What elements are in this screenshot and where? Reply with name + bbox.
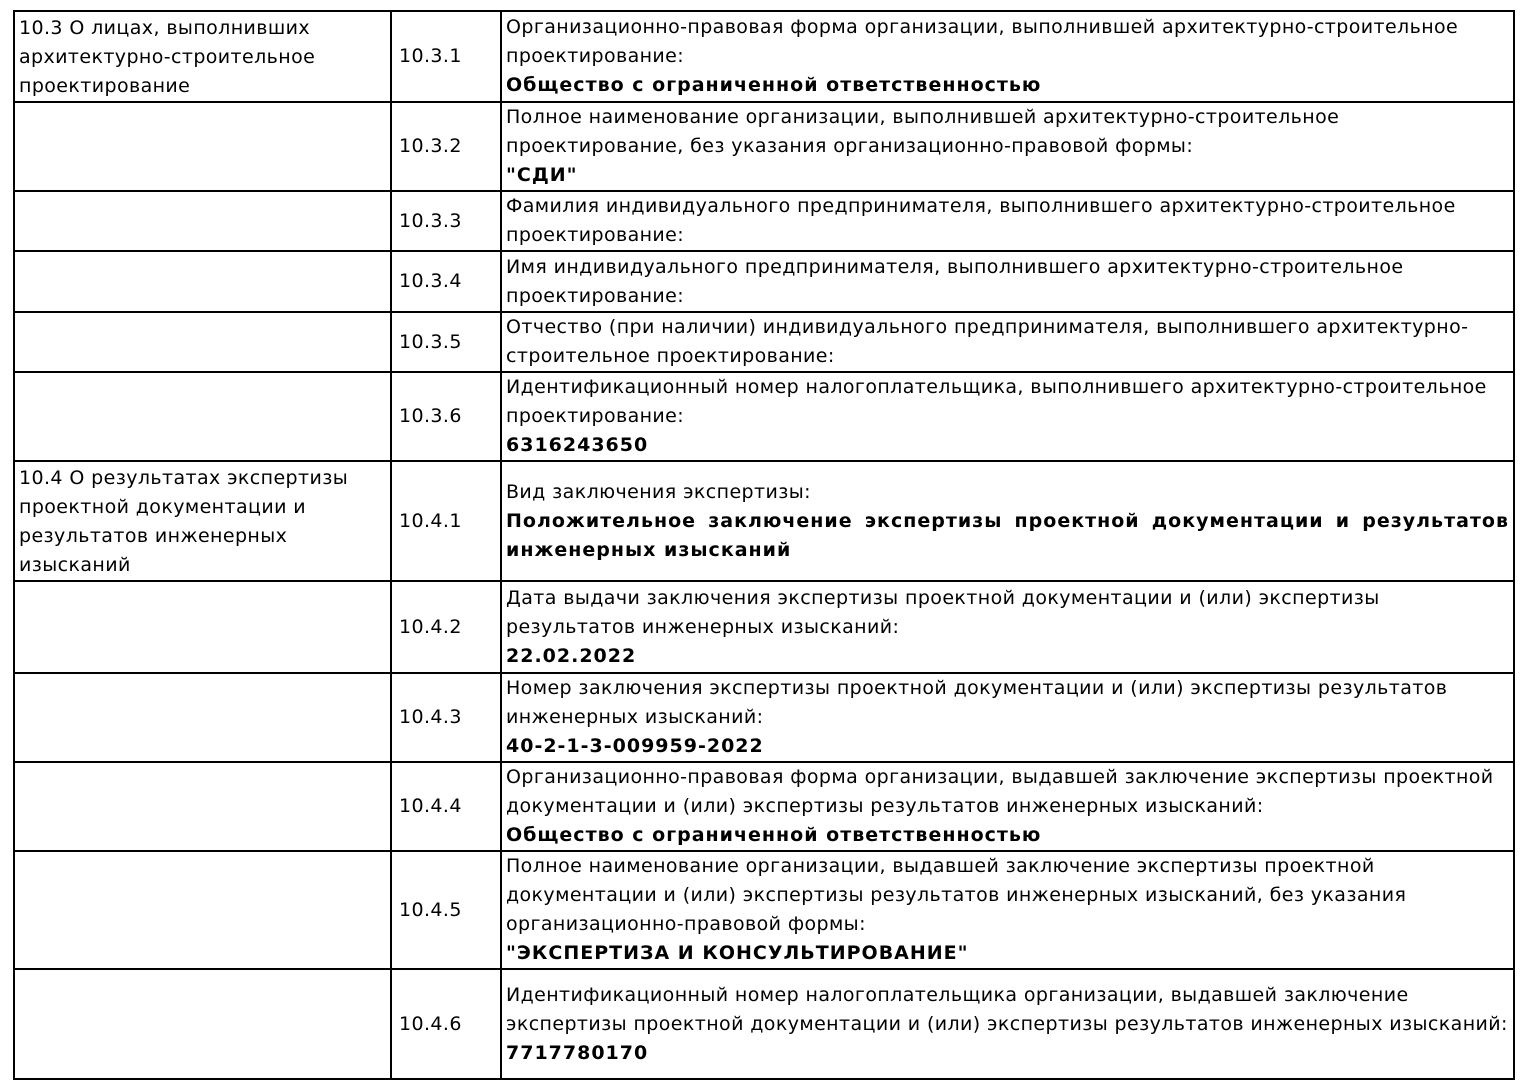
item-number-cell: 10.3.1 bbox=[391, 11, 501, 102]
item-number-cell: 10.4.1 bbox=[391, 461, 501, 581]
section-title-cell bbox=[14, 673, 391, 762]
table-row bbox=[14, 251, 1514, 312]
field-label: Идентификационный номер налогоплательщика, выполнившего архитектурно-строительное проектирование: bbox=[506, 376, 1487, 427]
declaration-table bbox=[13, 10, 1515, 1080]
field-label: Отчество (при наличии) индивидуального предпринимателя, выполнившего архитектурно-строительное проектирование: bbox=[506, 316, 1469, 367]
field-label: Полное наименование организации, выдавшей заключение экспертизы проектной документации и (или) экспертизы результатов инженерных изысканий, без указания организационно-правовой формы: bbox=[506, 855, 1407, 935]
table-row bbox=[14, 851, 1514, 969]
field-value: "СДИ" bbox=[506, 164, 578, 186]
item-number-cell: 10.3.2 bbox=[391, 102, 501, 191]
item-number-cell: 10.3.5 bbox=[391, 312, 501, 372]
field-cell bbox=[501, 851, 1514, 969]
table-row bbox=[14, 461, 1514, 581]
field-label: Номер заключения экспертизы проектной документации и (или) экспертизы результатов инженерных изысканий: bbox=[506, 677, 1448, 728]
field-value: Общество с ограниченной ответственностью bbox=[506, 74, 1042, 96]
item-number-cell: 10.3.6 bbox=[391, 372, 501, 461]
section-title-cell bbox=[14, 251, 391, 312]
section-title-cell: 10.3 О лицах, выполнивших архитектурно-строительное проектирование bbox=[14, 11, 391, 102]
section-title-cell bbox=[14, 581, 391, 673]
field-label: Идентификационный номер налогоплательщика организации, выдавшей заключение экспертизы проектной документации и (или) экспертизы результатов инженерных изысканий: bbox=[506, 983, 1508, 1035]
section-title-cell bbox=[14, 372, 391, 461]
field-cell bbox=[501, 191, 1514, 251]
section-title-cell bbox=[14, 102, 391, 191]
field-cell bbox=[501, 372, 1514, 461]
field-cell bbox=[501, 673, 1514, 762]
table-row bbox=[14, 11, 1514, 102]
field-label: Дата выдачи заключения экспертизы проектной документации и (или) экспертизы результатов инженерных изысканий: bbox=[506, 586, 1380, 638]
section-title-cell bbox=[14, 851, 391, 969]
table-row bbox=[14, 673, 1514, 762]
field-value: 40-2-1-3-009959-2022 bbox=[506, 735, 764, 757]
table-row bbox=[14, 191, 1514, 251]
item-number-cell: 10.3.3 bbox=[391, 191, 501, 251]
field-cell bbox=[501, 762, 1514, 851]
item-number-cell: 10.4.4 bbox=[391, 762, 501, 851]
field-cell bbox=[501, 102, 1514, 191]
field-cell bbox=[501, 581, 1514, 673]
section-title-cell bbox=[14, 312, 391, 372]
section-title-cell bbox=[14, 191, 391, 251]
item-number-cell: 10.4.5 bbox=[391, 851, 501, 969]
field-cell bbox=[501, 969, 1514, 1079]
section-title-cell: 10.4 О результатах экспертизы проектной документации и результатов инженерных изысканий bbox=[14, 461, 391, 581]
item-number-cell: 10.4.2 bbox=[391, 581, 501, 673]
field-value: 22.02.2022 bbox=[506, 644, 637, 667]
field-value: Общество с ограниченной ответственностью bbox=[506, 824, 1042, 846]
item-number-cell: 10.4.6 bbox=[391, 969, 501, 1079]
table-row bbox=[14, 312, 1514, 372]
item-number-cell: 10.3.4 bbox=[391, 251, 501, 312]
field-value: "ЭКСПЕРТИЗА И КОНСУЛЬТИРОВАНИЕ" bbox=[506, 942, 969, 964]
table-row bbox=[14, 372, 1514, 461]
field-value: 7717780170 bbox=[506, 1041, 649, 1064]
field-label: Имя индивидуального предпринимателя, выполнившего архитектурно-строительное проектирование: bbox=[506, 255, 1404, 307]
field-label: Полное наименование организации, выполнившей архитектурно-строительное проектирование, без указания организационно-правовой формы: bbox=[506, 106, 1340, 157]
field-cell bbox=[501, 461, 1514, 581]
field-label: Вид заключения экспертизы: bbox=[506, 480, 811, 503]
section-title-cell bbox=[14, 969, 391, 1079]
field-label: Организационно-правовая форма организации, выполнившей архитектурно-строительное проектирование: bbox=[506, 16, 1459, 67]
field-value: 6316243650 bbox=[506, 434, 649, 456]
table-row bbox=[14, 762, 1514, 851]
field-cell bbox=[501, 251, 1514, 312]
field-cell bbox=[501, 312, 1514, 372]
field-cell bbox=[501, 11, 1514, 102]
field-value: Положительное заключение экспертизы проектной документации и результатов инженерных изысканий bbox=[506, 509, 1509, 561]
section-title-cell bbox=[14, 762, 391, 851]
field-label: Организационно-правовая форма организации, выдавшей заключение экспертизы проектной документации и (или) экспертизы результатов инженерных изысканий: bbox=[506, 766, 1494, 817]
item-number-cell: 10.4.3 bbox=[391, 673, 501, 762]
table-row bbox=[14, 581, 1514, 673]
field-label: Фамилия индивидуального предпринимателя, выполнившего архитектурно-строительное проектирование: bbox=[506, 195, 1456, 246]
table-row bbox=[14, 102, 1514, 191]
table-row bbox=[14, 969, 1514, 1079]
